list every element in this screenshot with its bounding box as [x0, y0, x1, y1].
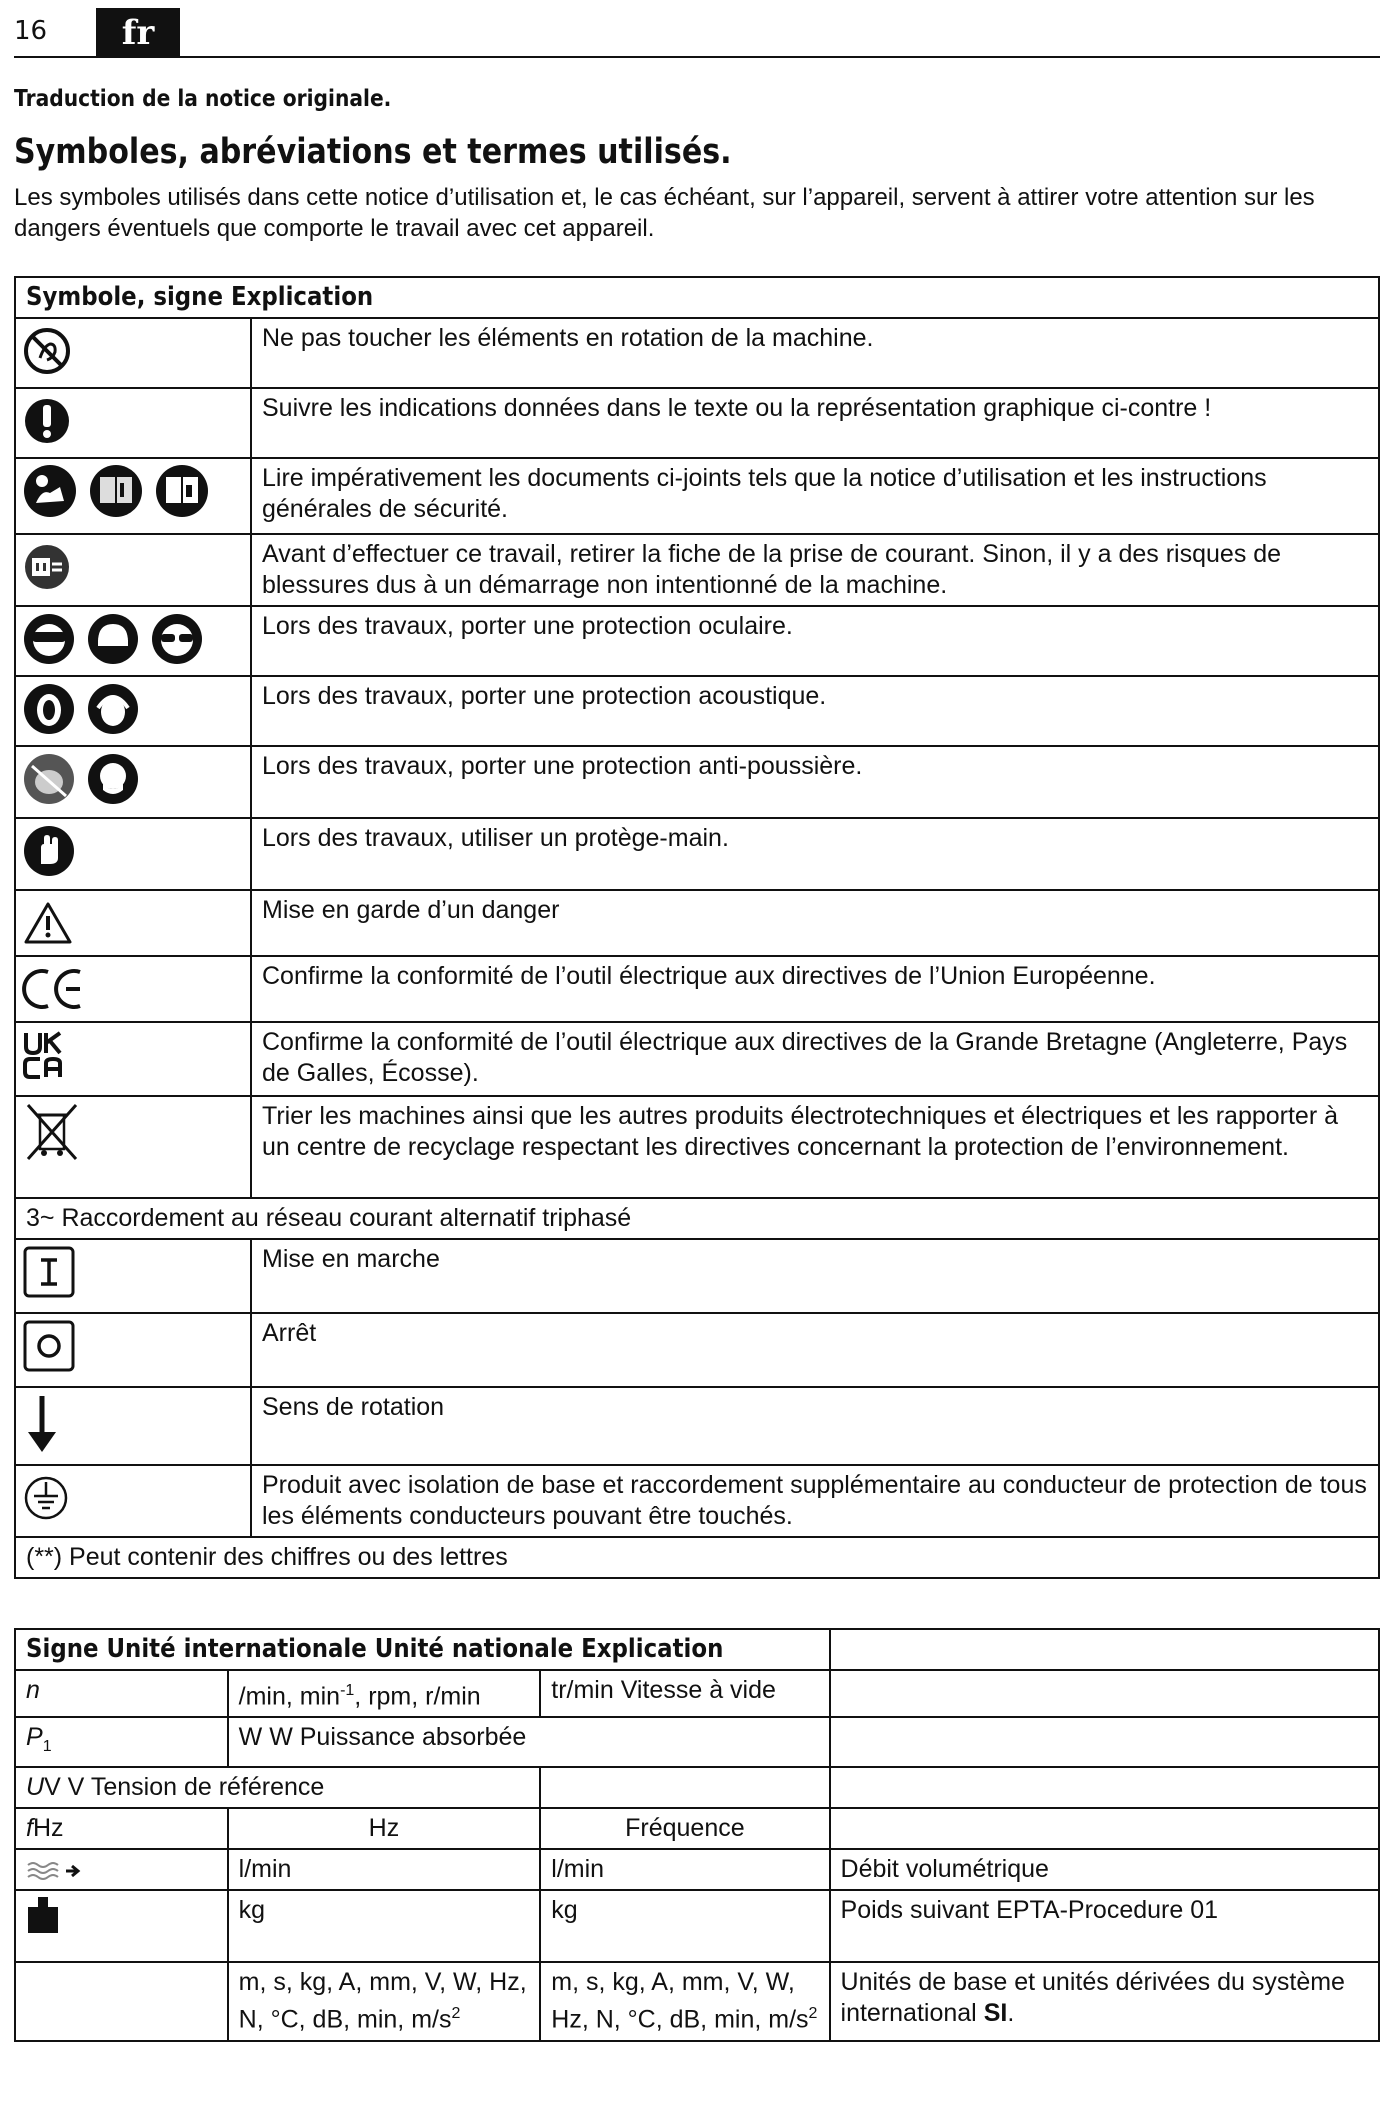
- language-tab: fr: [96, 8, 180, 58]
- ukca-mark-icon: [22, 1029, 66, 1081]
- sign-f: f: [26, 1814, 33, 1843]
- warning-triangle-icon: [22, 900, 74, 946]
- face-shield-icon: [86, 612, 140, 666]
- symbols-table: [14, 276, 1380, 1579]
- table-row: fHz Hz Fréquence: [15, 1808, 1379, 1849]
- units-header: Signe Unité internationale Unité nationale Explication: [15, 1629, 830, 1670]
- table-row-full: [15, 1198, 1379, 1239]
- sign-n: n: [26, 1676, 40, 1704]
- table-row: [15, 318, 1379, 388]
- table-row: kg kg Poids suivant EPTA-Procedure 01: [15, 1890, 1379, 1962]
- table-row-full: [15, 1537, 1379, 1578]
- power-on-icon: [22, 1245, 76, 1299]
- dust-mask-icon: [22, 752, 76, 806]
- row-text: Lire impérativement les documents ci-joints tels que la notice d’utilisation et les instructions générales de sécurité.: [251, 458, 1379, 534]
- goggles-icon: [22, 612, 76, 666]
- row-text: Mise en garde d’un danger: [251, 890, 1379, 956]
- symbols-header: Symbole, signe Explication: [15, 277, 1379, 318]
- row-text: Confirme la conformité de l’outil électrique aux directives de l’Union Européenne.: [251, 956, 1379, 1022]
- table-row: $P_1$ W W Puissance absorbée: [15, 1717, 1379, 1767]
- merged-cell: V V Tension de référence: [44, 1773, 325, 1802]
- glasses-icon: [150, 612, 204, 666]
- row-text: Ne pas toucher les éléments en rotation de la machine.: [251, 318, 1379, 388]
- table-row: [15, 1239, 1379, 1313]
- row-text: Sens de rotation: [251, 1387, 1379, 1465]
- crossed-bin-icon: [22, 1101, 82, 1163]
- ce-mark-icon: [22, 966, 86, 1012]
- table-row: l/min l/min Débit volumétrique: [15, 1849, 1379, 1890]
- row-text: Avant d’effectuer ce travail, retirer la fiche de la prise de courant. Sinon, il y a des risques de blessures dus à un démarrage non intentionné de la machine.: [251, 534, 1379, 606]
- table-row: [15, 956, 1379, 1022]
- row-text: Produit avec isolation de base et raccordement supplémentaire au conducteur de protection de tous les éléments conducteurs pouvant être touchés.: [251, 1465, 1379, 1537]
- footnote-row: (**) Peut contenir des chiffres ou des lettres: [15, 1537, 1379, 1578]
- row-text: Arrêt: [251, 1313, 1379, 1387]
- table-row: [15, 606, 1379, 676]
- sign-p1: P: [26, 1723, 43, 1752]
- header-rule: [14, 56, 1380, 58]
- row-text: Lors des travaux, porter une protection acoustique.: [251, 676, 1379, 746]
- table-row: m, s, kg, A, mm, V, W, Hz, N, °C, dB, min, $m/s^2$ m, s, kg, A, mm, V, W, Hz, N, °C, dB, min, $m/s^2$ Unités de base et unités dérivées du système international SI.: [15, 1962, 1379, 2040]
- ear-protection-icon: [22, 682, 76, 736]
- table-row: n /min, $\min^{-1}$, rpm, r/min tr/min Vitesse à vide: [15, 1670, 1379, 1717]
- manual-book-icon: [88, 463, 144, 519]
- sign-u: U: [26, 1773, 45, 1802]
- safety-manual-icon: [154, 463, 210, 519]
- row-text: Suivre les indications données dans le texte ou la représentation graphique ci-contre !: [251, 388, 1379, 458]
- table-row: [15, 1767, 1379, 1808]
- weight-icon: [26, 1895, 60, 1935]
- page-title: Symboles, abréviations et termes utilisés.: [14, 132, 732, 172]
- rotation-arrow-icon: [22, 1392, 62, 1456]
- units-header-row: [15, 1629, 1379, 1670]
- table-row: [15, 676, 1379, 746]
- gloves-icon: [22, 824, 76, 878]
- no-touch-rotating-icon: [22, 326, 72, 376]
- row-text: Lors des travaux, porter une protection anti-poussière.: [251, 746, 1379, 818]
- subtitle: Traduction de la notice originale.: [14, 86, 392, 112]
- three-phase-row: 3~ Raccordement au réseau courant alternatif triphasé: [15, 1198, 1379, 1239]
- table-row: [15, 534, 1379, 606]
- table-row: [15, 746, 1379, 818]
- table-row: [15, 1465, 1379, 1537]
- national-explication: tr/min Vitesse à vide: [540, 1670, 829, 1717]
- exclamation-icon: [22, 396, 72, 446]
- ear-muffs-icon: [86, 682, 140, 736]
- row-text: Lors des travaux, porter une protection oculaire.: [251, 606, 1379, 676]
- table-row: [15, 890, 1379, 956]
- table-row: [15, 1022, 1379, 1096]
- protective-earth-icon: [22, 1474, 70, 1522]
- read-manual-icon: [22, 463, 78, 519]
- table-row: [15, 1313, 1379, 1387]
- merged-cell: W W Puissance absorbée: [228, 1717, 830, 1767]
- row-text: Lors des travaux, utiliser un protège-main.: [251, 818, 1379, 890]
- flow-rate-icon: [26, 1859, 86, 1883]
- row-text: Trier les machines ainsi que les autres produits électrotechniques et électriques et les rapporter à un centre de recyclage respectant les directives concernant la protection de l’environnement.: [251, 1096, 1379, 1198]
- intro-paragraph: Les symboles utilisés dans cette notice d’utilisation et, le cas échéant, sur l’appareil, servent à attirer votre attention sur les dangers éventuels que comporte le travail avec cet appareil.: [14, 184, 1315, 242]
- power-off-icon: [22, 1319, 76, 1373]
- page-number: 16: [14, 16, 48, 46]
- unplug-icon: [22, 542, 72, 592]
- respirator-icon: [86, 752, 140, 806]
- table-row: [15, 1096, 1379, 1198]
- symbols-header-row: [15, 277, 1379, 318]
- row-text: Mise en marche: [251, 1239, 1379, 1313]
- table-row: [15, 388, 1379, 458]
- table-row: [15, 818, 1379, 890]
- row-text: Confirme la conformité de l’outil électrique aux directives de la Grande Bretagne (Angleterre, Pays de Galles, Écosse).: [251, 1022, 1379, 1096]
- table-row: [15, 1387, 1379, 1465]
- units-table: [14, 1628, 1380, 2042]
- table-row: [15, 458, 1379, 534]
